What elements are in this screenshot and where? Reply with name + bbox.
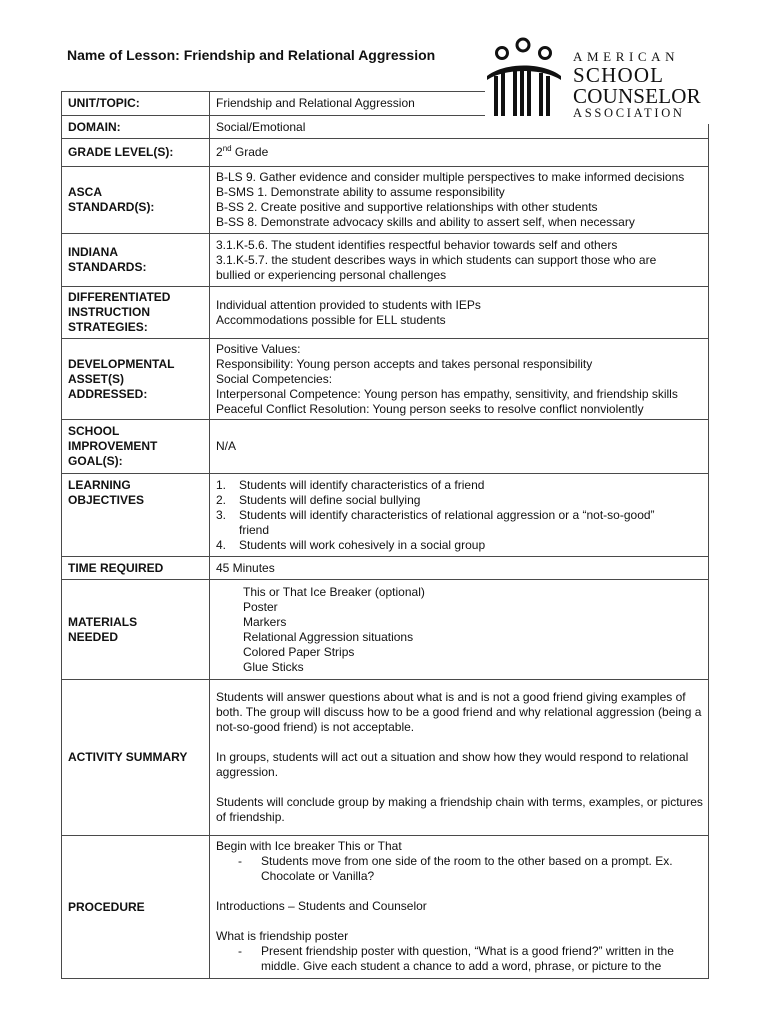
row-time-required bbox=[62, 557, 709, 580]
grade-suffix: nd bbox=[222, 144, 232, 153]
domain-label: DOMAIN: bbox=[62, 116, 210, 139]
asca-standards-value bbox=[210, 167, 709, 234]
list-item bbox=[216, 508, 704, 538]
label-line: ASCA bbox=[68, 185, 103, 199]
asset-line: Peaceful Conflict Resolution: Young person seeks to resolve conflict nonviolently bbox=[216, 401, 644, 416]
people-group-logo-icon bbox=[485, 36, 569, 124]
label-line: OBJECTIVES bbox=[68, 493, 145, 507]
list-item: Poster bbox=[243, 599, 278, 614]
objectives-list bbox=[216, 478, 704, 553]
asset-line: Responsibility: Young person accepts and takes personal responsibility bbox=[216, 356, 593, 371]
indiana-standards-value bbox=[210, 234, 709, 287]
materials-label bbox=[62, 580, 210, 680]
indiana-standard-line: 3.1.K-5.7. the student describes ways in which students can support those who are bbox=[216, 252, 657, 267]
asca-standard-line: B-SS 2. Create positive and supportive relationships with other students bbox=[216, 200, 598, 214]
dash-bullet: - bbox=[238, 944, 242, 958]
asset-line: Positive Values: bbox=[216, 341, 301, 356]
asca-standard-line: B-SS 8. Demonstrate advocacy skills and ability to assert self, when necessary bbox=[216, 215, 635, 229]
materials-value bbox=[210, 580, 709, 680]
asca-standards-label bbox=[62, 167, 210, 234]
procedure-step-title: What is friendship poster bbox=[216, 929, 349, 943]
procedure-value bbox=[210, 836, 709, 979]
list-number: 2. bbox=[216, 492, 227, 507]
row-differentiated bbox=[62, 287, 709, 339]
indiana-standards-label bbox=[62, 234, 210, 287]
label-line: ADDRESSED: bbox=[68, 386, 148, 401]
indiana-standard-line: 3.1.K-5.6. The student identifies respectful behavior towards self and others bbox=[216, 237, 618, 252]
strategy-line: Accommodations possible for ELL students bbox=[216, 312, 446, 327]
grade-word: Grade bbox=[231, 145, 269, 159]
procedure-detail: Students move from one side of the room to the other based on a prompt. Ex. Chocolate or Vanilla? bbox=[261, 854, 673, 883]
procedure-sub-item bbox=[216, 854, 704, 884]
label-line: STANDARDS: bbox=[68, 260, 147, 274]
list-item: Colored Paper Strips bbox=[243, 644, 355, 659]
learning-objectives-value bbox=[210, 474, 709, 557]
asset-line: Social Competencies: bbox=[216, 371, 333, 386]
procedure-sub-item bbox=[216, 944, 704, 974]
label-line: SCHOOL bbox=[68, 424, 120, 438]
list-item: Glue Sticks bbox=[243, 659, 304, 674]
label-line: MATERIALS bbox=[68, 614, 138, 629]
list-number: 3. bbox=[216, 507, 227, 522]
row-procedure bbox=[62, 836, 709, 979]
indiana-standard-line: bullied or experiencing personal challenges bbox=[216, 267, 447, 282]
lesson-plan-table bbox=[61, 91, 709, 979]
label-line: GOAL(S): bbox=[68, 454, 123, 468]
label-line: ASSET(S) bbox=[68, 371, 125, 386]
objective-text: Students will identify characteristics of a friend bbox=[239, 477, 485, 492]
grade-level-value bbox=[210, 139, 709, 167]
asca-standard-line: B-LS 9. Gather evidence and consider multiple perspectives to make informed decisions bbox=[216, 170, 685, 184]
developmental-value bbox=[210, 339, 709, 420]
label-line: IMPROVEMENT bbox=[68, 439, 158, 453]
time-required-value: 45 Minutes bbox=[210, 557, 709, 580]
label-line: NEEDED bbox=[68, 629, 119, 644]
objective-text: Students will work cohesively in a social group bbox=[239, 537, 486, 552]
row-school-improvement bbox=[62, 420, 709, 474]
row-activity-summary bbox=[62, 680, 709, 836]
dash-bullet: - bbox=[238, 854, 242, 868]
row-grade-level bbox=[62, 139, 709, 167]
row-asca-standards bbox=[62, 167, 709, 234]
row-materials bbox=[62, 580, 709, 680]
label-line: DIFFERENTIATED bbox=[68, 290, 171, 304]
domain-value: Social/Emotional bbox=[210, 116, 709, 139]
logo-text-american: AMERICAN bbox=[573, 49, 680, 64]
summary-paragraph: In groups, students will act out a situation and show how they would respond to relational aggression. bbox=[216, 750, 689, 779]
procedure-step-title: Begin with Ice breaker This or That bbox=[216, 839, 402, 853]
list-number: 4. bbox=[216, 537, 227, 552]
label-line: DEVELOPMENTAL bbox=[68, 356, 175, 371]
asset-line: Interpersonal Competence: Young person has empathy, sensitivity, and friendship skills bbox=[216, 386, 678, 401]
row-developmental-assets bbox=[62, 339, 709, 420]
procedure-detail: Present friendship poster with question, “What is a good friend?” written in the middle. Give each student a chance to add a word, phrase, or picture to the bbox=[261, 944, 674, 973]
school-improvement-label bbox=[62, 420, 210, 474]
objective-text: Students will identify characteristics of relational aggression or a “not-so-good” bbox=[239, 507, 655, 522]
differentiated-label bbox=[62, 287, 210, 339]
unit-topic-value: Friendship and Relational Aggression bbox=[210, 92, 709, 116]
procedure-step-title: Introductions – Students and Counselor bbox=[216, 899, 427, 913]
list-item bbox=[216, 478, 704, 493]
objective-text-cont: friend bbox=[239, 522, 270, 537]
list-item: Relational Aggression situations bbox=[243, 629, 414, 644]
asca-logo bbox=[485, 36, 710, 124]
lesson-title: Name of Lesson: Friendship and Relational Aggression bbox=[67, 47, 436, 63]
grade-number: 2 bbox=[216, 145, 223, 159]
objective-text: Students will define social bullying bbox=[239, 492, 421, 507]
label-line: LEARNING bbox=[68, 478, 131, 492]
list-number: 1. bbox=[216, 477, 227, 492]
logo-text-counselor: COUNSELOR bbox=[573, 84, 701, 108]
time-required-label: TIME REQUIRED bbox=[62, 557, 210, 580]
row-learning-objectives bbox=[62, 474, 709, 557]
grade-level-label: GRADE LEVEL(S): bbox=[62, 139, 210, 167]
activity-summary-label: ACTIVITY SUMMARY bbox=[62, 680, 210, 836]
learning-objectives-label bbox=[62, 474, 210, 557]
logo-text-association: ASSOCIATION bbox=[573, 106, 685, 120]
differentiated-value bbox=[210, 287, 709, 339]
logo-text-school: SCHOOL bbox=[573, 63, 665, 87]
school-improvement-value: N/A bbox=[210, 420, 709, 474]
label-line: INDIANA bbox=[68, 245, 118, 259]
developmental-label bbox=[62, 339, 210, 420]
label-line: STRATEGIES: bbox=[68, 320, 148, 334]
materials-list bbox=[216, 585, 704, 675]
label-line: STANDARD(S): bbox=[68, 200, 155, 214]
summary-paragraph: Students will conclude group by making a friendship chain with terms, examples, or pictures of friendship. bbox=[216, 795, 703, 824]
list-item bbox=[216, 538, 704, 553]
label-line: INSTRUCTION bbox=[68, 305, 150, 319]
unit-topic-label: UNIT/TOPIC: bbox=[62, 92, 210, 116]
row-indiana-standards bbox=[62, 234, 709, 287]
asca-standard-line: B-SMS 1. Demonstrate ability to assume responsibility bbox=[216, 185, 505, 199]
list-item: Markers bbox=[243, 614, 287, 629]
strategy-line: Individual attention provided to students with IEPs bbox=[216, 297, 481, 312]
procedure-label: PROCEDURE bbox=[62, 836, 210, 979]
summary-paragraph: Students will answer questions about what is and is not a good friend giving examples of both. The group will discuss how to be a good friend and why relational aggression (being a not-so-good friend) is not acceptable. bbox=[216, 690, 702, 734]
list-item bbox=[216, 493, 704, 508]
activity-summary-value bbox=[210, 680, 709, 836]
list-item: This or That Ice Breaker (optional) bbox=[243, 584, 425, 599]
